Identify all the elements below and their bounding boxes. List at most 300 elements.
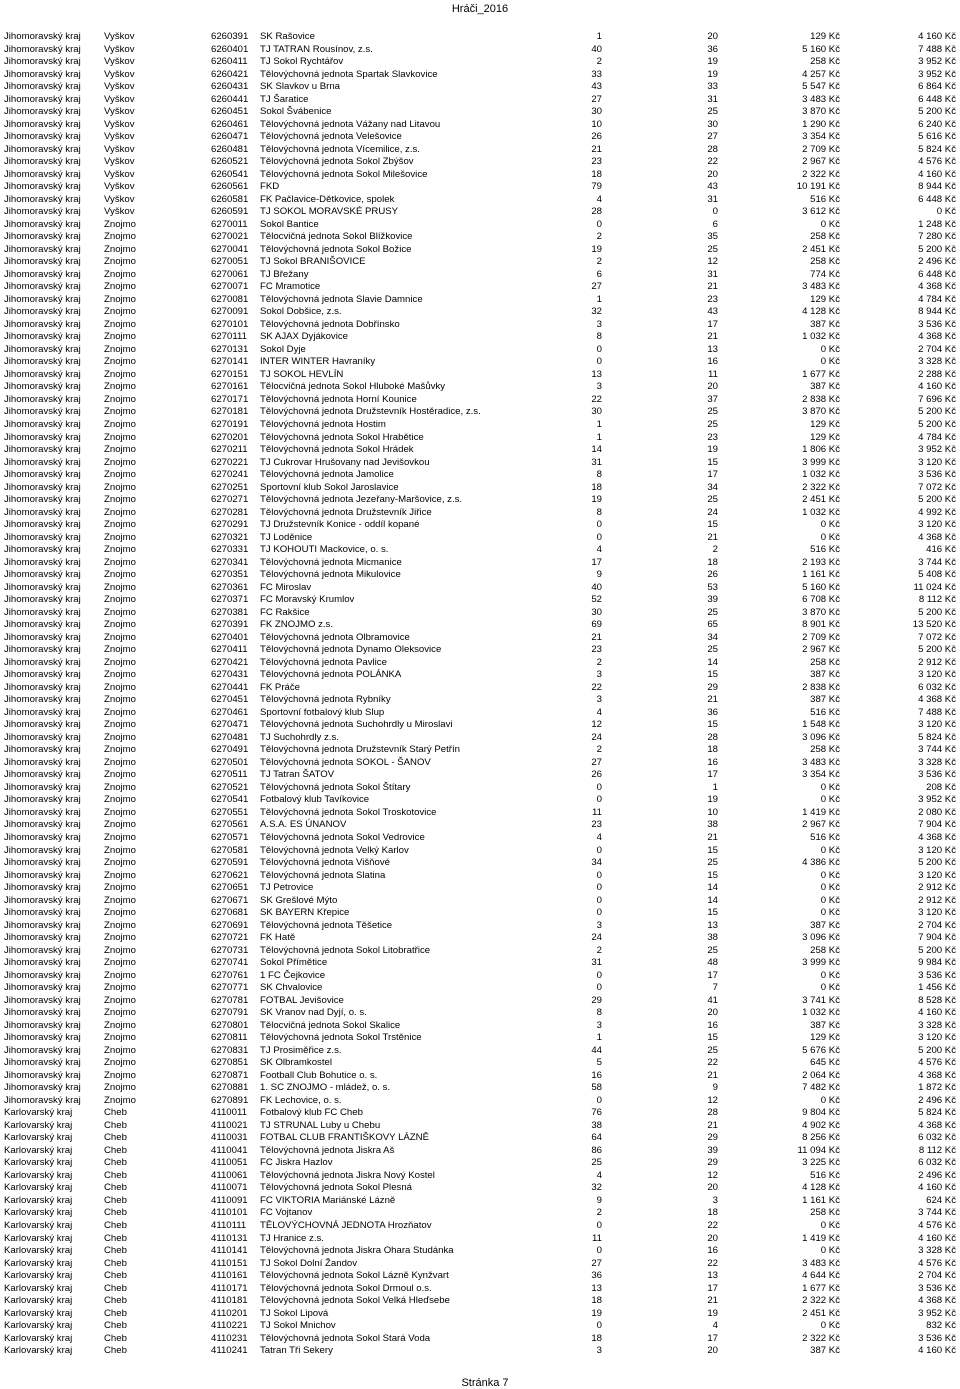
- count-1-cell: 26: [591, 131, 602, 143]
- region-cell: Jihomoravský kraj: [4, 744, 81, 756]
- region-cell: Jihomoravský kraj: [4, 206, 81, 218]
- club-name-cell: Tělovýchovná jednota Jiskra Aš: [260, 1144, 395, 1156]
- count-1-cell: 4: [596, 832, 602, 843]
- amount-1-cell: 1 161 Kč: [802, 569, 840, 581]
- region-cell: Jihomoravský kraj: [4, 1082, 81, 1094]
- count-2-cell: 22: [707, 1057, 718, 1069]
- club-name-cell: TJ SOKOL HEVLÍN: [260, 368, 344, 380]
- district-cell: Znojmo: [104, 243, 136, 255]
- count-2-cell: 35: [707, 231, 718, 243]
- district-cell: Znojmo: [104, 1019, 136, 1031]
- table-row: [0, 644, 960, 657]
- amount-2-cell: 9 984 Kč: [918, 957, 956, 969]
- amount-1-cell: 3 999 Kč: [802, 456, 840, 468]
- amount-1-cell: 3 612 Kč: [802, 206, 840, 218]
- amount-1-cell: 2 709 Kč: [802, 631, 840, 643]
- amount-1-cell: 3 870 Kč: [802, 606, 840, 618]
- club-name-cell: Tatran Tři Sekery: [260, 1345, 333, 1357]
- district-cell: Znojmo: [104, 1032, 136, 1044]
- club-name-cell: TJ Sokol Mnichov: [260, 1320, 336, 1332]
- district-cell: Znojmo: [104, 694, 136, 706]
- district-cell: Znojmo: [104, 1094, 136, 1106]
- district-cell: Cheb: [104, 1219, 127, 1231]
- district-cell: Znojmo: [104, 569, 136, 581]
- district-cell: Znojmo: [104, 1007, 136, 1019]
- district-cell: Vyškov: [104, 131, 135, 143]
- count-2-cell: 15: [707, 456, 718, 468]
- count-1-cell: 69: [591, 619, 602, 631]
- club-name-cell: Tělovýchovná jednota Micmanice: [260, 556, 402, 568]
- amount-1-cell: 129 Kč: [810, 293, 840, 305]
- table-row: [0, 1345, 960, 1358]
- amount-2-cell: 3 328 Kč: [918, 1019, 956, 1031]
- count-2-cell: 22: [707, 1219, 718, 1231]
- amount-1-cell: 258 Kč: [810, 1207, 840, 1219]
- count-2-cell: 25: [707, 418, 718, 430]
- region-cell: Jihomoravský kraj: [4, 869, 81, 881]
- region-cell: Jihomoravský kraj: [4, 381, 81, 393]
- count-2-cell: 17: [707, 1332, 718, 1344]
- amount-1-cell: 0 Kč: [820, 794, 840, 806]
- club-id-cell: 6270521: [211, 781, 249, 793]
- club-id-cell: 6270621: [211, 869, 249, 881]
- count-1-cell: 9: [596, 1194, 602, 1206]
- region-cell: Karlovarský kraj: [4, 1194, 73, 1206]
- club-id-cell: 6270381: [211, 606, 249, 618]
- table-row: [0, 1333, 960, 1346]
- club-id-cell: 6270451: [211, 694, 249, 706]
- club-id-cell: 6270891: [211, 1094, 249, 1106]
- district-cell: Znojmo: [104, 781, 136, 793]
- amount-2-cell: 3 952 Kč: [918, 68, 956, 80]
- club-name-cell: TJ KOHOUTI Mackovice, o. s.: [260, 544, 389, 556]
- amount-2-cell: 3 328 Kč: [918, 1245, 956, 1257]
- club-id-cell: 6270411: [211, 644, 248, 656]
- table-row: [0, 932, 960, 945]
- amount-2-cell: 6 864 Kč: [918, 81, 956, 93]
- club-name-cell: INTER WINTER Havraníky: [260, 356, 376, 368]
- club-name-cell: Sportovní fotbalový klub Slup: [260, 706, 385, 718]
- count-2-cell: 31: [707, 268, 718, 280]
- count-1-cell: 28: [591, 206, 602, 218]
- table-row: [0, 219, 960, 232]
- district-cell: Znojmo: [104, 406, 136, 418]
- table-row: [0, 1095, 960, 1108]
- club-id-cell: 6270511: [211, 769, 248, 781]
- club-id-cell: 6270391: [211, 619, 249, 631]
- amount-2-cell: 6 448 Kč: [918, 93, 956, 105]
- amount-2-cell: 5 200 Kč: [918, 406, 956, 418]
- count-1-cell: 8: [596, 331, 602, 343]
- club-id-cell: 6270581: [211, 844, 249, 856]
- count-2-cell: 13: [707, 343, 718, 355]
- count-2-cell: 29: [707, 1132, 718, 1144]
- club-name-cell: Tělocvičná jednota Sokol Skalice: [260, 1019, 401, 1031]
- region-cell: Karlovarský kraj: [4, 1207, 73, 1219]
- table-row: [0, 895, 960, 908]
- table-row: [0, 757, 960, 770]
- amount-2-cell: 3 120 Kč: [918, 1032, 956, 1044]
- table-row: [0, 769, 960, 782]
- region-cell: Jihomoravský kraj: [4, 256, 81, 268]
- count-2-cell: 29: [707, 681, 718, 693]
- count-1-cell: 13: [591, 1282, 602, 1294]
- region-cell: Karlovarský kraj: [4, 1132, 73, 1144]
- amount-1-cell: 0 Kč: [820, 894, 840, 906]
- district-cell: Cheb: [104, 1232, 127, 1244]
- count-1-cell: 79: [591, 181, 602, 193]
- club-name-cell: Tělovýchovná jednota Sokol Drmoul o.s.: [260, 1282, 432, 1294]
- club-name-cell: Fotbalový klub FC Cheb: [260, 1107, 363, 1119]
- amount-1-cell: 0 Kč: [820, 343, 840, 355]
- table-row: [0, 319, 960, 332]
- amount-1-cell: 0 Kč: [820, 869, 840, 881]
- district-cell: Cheb: [104, 1320, 127, 1332]
- club-name-cell: FC Mramotice: [260, 281, 321, 293]
- count-1-cell: 31: [591, 456, 602, 468]
- amount-2-cell: 3 952 Kč: [918, 794, 956, 806]
- amount-2-cell: 3 952 Kč: [918, 56, 956, 68]
- count-2-cell: 43: [707, 181, 718, 193]
- region-cell: Karlovarský kraj: [4, 1307, 73, 1319]
- district-cell: Cheb: [104, 1282, 127, 1294]
- district-cell: Znojmo: [104, 293, 136, 305]
- district-cell: Vyškov: [104, 106, 135, 118]
- region-cell: Jihomoravský kraj: [4, 1007, 81, 1019]
- count-2-cell: 22: [707, 156, 718, 168]
- table-row: [0, 457, 960, 470]
- count-2-cell: 39: [707, 1144, 718, 1156]
- club-name-cell: Tělovýchovná jednota Dobřínsko: [260, 318, 400, 330]
- table-row: [0, 394, 960, 407]
- amount-2-cell: 5 200 Kč: [918, 494, 956, 506]
- page-footer-label: Stránka 7: [461, 1377, 509, 1389]
- table-row: [0, 1120, 960, 1133]
- district-cell: Znojmo: [104, 268, 136, 280]
- table-row: [0, 845, 960, 858]
- amount-1-cell: 6 708 Kč: [802, 594, 840, 606]
- club-id-cell: 6260591: [211, 206, 249, 218]
- amount-2-cell: 3 952 Kč: [918, 444, 956, 456]
- count-1-cell: 2: [596, 744, 602, 756]
- club-name-cell: FC VIKTORIA Mariánské Lázně: [260, 1194, 396, 1206]
- district-cell: Vyškov: [104, 31, 135, 42]
- amount-2-cell: 3 120 Kč: [918, 844, 956, 856]
- amount-2-cell: 7 696 Kč: [918, 393, 956, 405]
- amount-2-cell: 2 704 Kč: [918, 1270, 956, 1282]
- amount-1-cell: 387 Kč: [810, 1345, 840, 1357]
- district-cell: Vyškov: [104, 93, 135, 105]
- region-cell: Jihomoravský kraj: [4, 969, 81, 981]
- count-2-cell: 1: [712, 781, 718, 793]
- amount-2-cell: 7 488 Kč: [918, 43, 956, 55]
- club-name-cell: Tělovýchovná jednota Sokol Litobratřice: [260, 944, 431, 956]
- count-1-cell: 44: [591, 1044, 602, 1056]
- count-2-cell: 21: [707, 331, 718, 343]
- amount-2-cell: 5 408 Kč: [918, 569, 956, 581]
- region-cell: Jihomoravský kraj: [4, 681, 81, 693]
- table-row: [0, 1032, 960, 1045]
- district-cell: Cheb: [104, 1332, 127, 1344]
- district-cell: Znojmo: [104, 1057, 136, 1069]
- count-2-cell: 19: [707, 444, 718, 456]
- count-1-cell: 0: [596, 882, 602, 894]
- club-id-cell: 6270201: [211, 431, 249, 443]
- club-name-cell: Tělovýchovná jednota Sokol Lázně Kynžvart: [260, 1270, 449, 1282]
- region-cell: Jihomoravský kraj: [4, 894, 81, 906]
- region-cell: Jihomoravský kraj: [4, 331, 81, 343]
- club-name-cell: Tělovýchovná jednota Sokol Velká Hleďsebe: [260, 1295, 450, 1307]
- club-name-cell: Tělovýchovná jednota Sokol Hrádek: [260, 444, 414, 456]
- amount-2-cell: 3 744 Kč: [918, 556, 956, 568]
- count-2-cell: 48: [707, 957, 718, 969]
- district-cell: Znojmo: [104, 556, 136, 568]
- amount-1-cell: 1 806 Kč: [802, 444, 840, 456]
- club-id-cell: 6260541: [211, 168, 249, 180]
- club-id-cell: 6270221: [211, 456, 249, 468]
- count-2-cell: 34: [707, 481, 718, 493]
- district-cell: Znojmo: [104, 506, 136, 518]
- amount-2-cell: 3 328 Kč: [918, 356, 956, 368]
- district-cell: Vyškov: [104, 56, 135, 68]
- count-2-cell: 28: [707, 1107, 718, 1119]
- count-1-cell: 0: [596, 1094, 602, 1106]
- count-1-cell: 5: [596, 1057, 602, 1069]
- district-cell: Cheb: [104, 1169, 127, 1181]
- region-cell: Karlovarský kraj: [4, 1345, 73, 1357]
- club-id-cell: 6260471: [211, 131, 249, 143]
- club-name-cell: Tělovýchovná jednota Sokol Troskotovice: [260, 806, 437, 818]
- count-1-cell: 0: [596, 869, 602, 881]
- club-id-cell: 6270491: [211, 744, 249, 756]
- count-1-cell: 31: [591, 957, 602, 969]
- club-id-cell: 4110071: [211, 1182, 248, 1194]
- count-1-cell: 2: [596, 944, 602, 956]
- table-row: [0, 544, 960, 557]
- district-cell: Znojmo: [104, 907, 136, 919]
- amount-2-cell: 5 200 Kč: [918, 944, 956, 956]
- region-cell: Jihomoravský kraj: [4, 306, 81, 318]
- count-2-cell: 21: [707, 1069, 718, 1081]
- club-name-cell: FK Lechovice, o. s.: [260, 1094, 342, 1106]
- count-2-cell: 21: [707, 1119, 718, 1131]
- region-cell: Jihomoravský kraj: [4, 569, 81, 581]
- table-row: [0, 1170, 960, 1183]
- district-cell: Znojmo: [104, 418, 136, 430]
- table-row: [0, 1082, 960, 1095]
- club-name-cell: Tělovýchovná jednota Velký Karlov: [260, 844, 409, 856]
- table-row: [0, 494, 960, 507]
- club-id-cell: 6270081: [211, 293, 249, 305]
- count-2-cell: 25: [707, 494, 718, 506]
- count-2-cell: 7: [712, 982, 718, 994]
- region-cell: Jihomoravský kraj: [4, 719, 81, 731]
- amount-2-cell: 5 200 Kč: [918, 418, 956, 430]
- club-id-cell: 6270101: [211, 318, 249, 330]
- amount-1-cell: 516 Kč: [810, 832, 840, 843]
- amount-1-cell: 2 967 Kč: [802, 156, 840, 168]
- region-cell: Jihomoravský kraj: [4, 143, 81, 155]
- club-id-cell: 6270441: [211, 681, 249, 693]
- amount-2-cell: 2 704 Kč: [918, 343, 956, 355]
- region-cell: Jihomoravský kraj: [4, 581, 81, 593]
- amount-2-cell: 416 Kč: [926, 544, 956, 556]
- club-id-cell: 6270771: [211, 982, 249, 994]
- club-name-cell: Tělocvičná jednota Sokol Hluboké Mašůvky: [260, 381, 446, 393]
- count-2-cell: 13: [707, 1270, 718, 1282]
- amount-1-cell: 774 Kč: [810, 268, 840, 280]
- table-row: [0, 256, 960, 269]
- amount-2-cell: 3 536 Kč: [918, 1332, 956, 1344]
- club-id-cell: 4110181: [211, 1295, 248, 1307]
- count-1-cell: 2: [596, 231, 602, 243]
- amount-1-cell: 4 128 Kč: [802, 306, 840, 318]
- region-cell: Jihomoravský kraj: [4, 656, 81, 668]
- region-cell: Karlovarský kraj: [4, 1270, 73, 1282]
- count-2-cell: 15: [707, 1032, 718, 1044]
- table-row: [0, 1132, 960, 1145]
- district-cell: Vyškov: [104, 118, 135, 130]
- district-cell: Znojmo: [104, 706, 136, 718]
- district-cell: Znojmo: [104, 681, 136, 693]
- club-name-cell: TJ Družstevník Konice - oddíl kopané: [260, 519, 420, 531]
- count-1-cell: 0: [596, 969, 602, 981]
- table-row: [0, 594, 960, 607]
- count-2-cell: 16: [707, 1245, 718, 1257]
- amount-2-cell: 3 744 Kč: [918, 744, 956, 756]
- club-name-cell: FK ZNOJMO z.s.: [260, 619, 334, 631]
- district-cell: Znojmo: [104, 656, 136, 668]
- amount-1-cell: 11 094 Kč: [797, 1144, 840, 1156]
- count-2-cell: 38: [707, 932, 718, 944]
- amount-2-cell: 6 448 Kč: [918, 268, 956, 280]
- district-cell: Znojmo: [104, 481, 136, 493]
- count-2-cell: 14: [707, 882, 718, 894]
- table-row: [0, 144, 960, 157]
- district-cell: Znojmo: [104, 669, 136, 681]
- club-name-cell: TJ Tatran ŠATOV: [260, 769, 335, 781]
- club-id-cell: 6260441: [211, 93, 249, 105]
- district-cell: Cheb: [104, 1270, 127, 1282]
- count-2-cell: 25: [707, 1044, 718, 1056]
- count-1-cell: 52: [591, 594, 602, 606]
- club-id-cell: 4110031: [211, 1132, 248, 1144]
- amount-1-cell: 3 096 Kč: [802, 731, 840, 743]
- amount-1-cell: 0 Kč: [820, 519, 840, 531]
- count-1-cell: 22: [591, 681, 602, 693]
- amount-1-cell: 3 483 Kč: [802, 93, 840, 105]
- count-1-cell: 32: [591, 306, 602, 318]
- region-cell: Jihomoravský kraj: [4, 393, 81, 405]
- count-1-cell: 40: [591, 581, 602, 593]
- amount-1-cell: 3 741 Kč: [802, 994, 840, 1006]
- club-name-cell: FKD: [260, 181, 280, 193]
- count-2-cell: 15: [707, 669, 718, 681]
- amount-2-cell: 8 112 Kč: [918, 594, 956, 606]
- count-1-cell: 24: [591, 932, 602, 944]
- amount-1-cell: 0 Kč: [820, 982, 840, 994]
- region-cell: Karlovarský kraj: [4, 1182, 73, 1194]
- table-row: [0, 306, 960, 319]
- district-cell: Znojmo: [104, 256, 136, 268]
- count-1-cell: 9: [596, 569, 602, 581]
- region-cell: Jihomoravský kraj: [4, 882, 81, 894]
- table-row: [0, 857, 960, 870]
- amount-2-cell: 5 824 Kč: [918, 731, 956, 743]
- table-row: [0, 982, 960, 995]
- district-cell: Znojmo: [104, 356, 136, 368]
- region-cell: Jihomoravský kraj: [4, 168, 81, 180]
- table-row: [0, 619, 960, 632]
- count-2-cell: 25: [707, 644, 718, 656]
- amount-2-cell: 6 032 Kč: [918, 681, 956, 693]
- club-id-cell: 6270741: [211, 957, 249, 969]
- club-id-cell: 4110201: [211, 1307, 248, 1319]
- amount-1-cell: 2 193 Kč: [802, 556, 840, 568]
- count-1-cell: 0: [596, 907, 602, 919]
- club-name-cell: Tělovýchovná jednota Pavlice: [260, 656, 387, 668]
- table-row: [0, 294, 960, 307]
- club-name-cell: TJ Sokol Lipová: [260, 1307, 329, 1319]
- amount-2-cell: 4 576 Kč: [918, 1257, 956, 1269]
- district-cell: Znojmo: [104, 581, 136, 593]
- table-row: [0, 1157, 960, 1170]
- club-name-cell: TJ Petrovice: [260, 882, 314, 894]
- amount-1-cell: 0 Kč: [820, 1320, 840, 1332]
- count-2-cell: 34: [707, 631, 718, 643]
- club-name-cell: SK Olbramkostel: [260, 1057, 332, 1069]
- district-cell: Znojmo: [104, 869, 136, 881]
- region-cell: Jihomoravský kraj: [4, 281, 81, 293]
- count-1-cell: 36: [591, 1270, 602, 1282]
- count-2-cell: 15: [707, 519, 718, 531]
- club-name-cell: FK Pačlavice-Dětkovice, spolek: [260, 193, 395, 205]
- count-1-cell: 2: [596, 1207, 602, 1219]
- region-cell: Jihomoravský kraj: [4, 781, 81, 793]
- count-1-cell: 24: [591, 731, 602, 743]
- count-2-cell: 9: [712, 1082, 718, 1094]
- club-name-cell: TĚLOVÝCHOVNÁ JEDNOTA Hrozňatov: [260, 1219, 432, 1231]
- amount-2-cell: 5 200 Kč: [918, 1044, 956, 1056]
- club-id-cell: 6270571: [211, 832, 249, 843]
- club-id-cell: 6270431: [211, 669, 249, 681]
- district-cell: Znojmo: [104, 318, 136, 330]
- count-2-cell: 25: [707, 406, 718, 418]
- count-1-cell: 1: [596, 1032, 602, 1044]
- club-id-cell: 6270051: [211, 256, 249, 268]
- club-id-cell: 6270681: [211, 907, 249, 919]
- count-1-cell: 19: [591, 1307, 602, 1319]
- club-id-cell: 6270181: [211, 406, 249, 418]
- club-id-cell: 6270161: [211, 381, 249, 393]
- table-row: [0, 794, 960, 807]
- amount-1-cell: 2 451 Kč: [802, 494, 840, 506]
- count-1-cell: 23: [591, 156, 602, 168]
- count-1-cell: 19: [591, 243, 602, 255]
- club-name-cell: Tělovýchovná jednota Sokol Vedrovice: [260, 832, 425, 843]
- table-row: [0, 832, 960, 845]
- club-id-cell: 6270141: [211, 356, 249, 368]
- count-2-cell: 20: [707, 381, 718, 393]
- table-row: [0, 970, 960, 983]
- amount-2-cell: 4 160 Kč: [918, 168, 956, 180]
- amount-1-cell: 9 804 Kč: [802, 1107, 840, 1119]
- club-id-cell: 6270291: [211, 519, 249, 531]
- amount-2-cell: 3 744 Kč: [918, 1207, 956, 1219]
- club-name-cell: FC Jiskra Hazlov: [260, 1157, 333, 1169]
- region-cell: Jihomoravský kraj: [4, 31, 81, 42]
- region-cell: Jihomoravský kraj: [4, 1032, 81, 1044]
